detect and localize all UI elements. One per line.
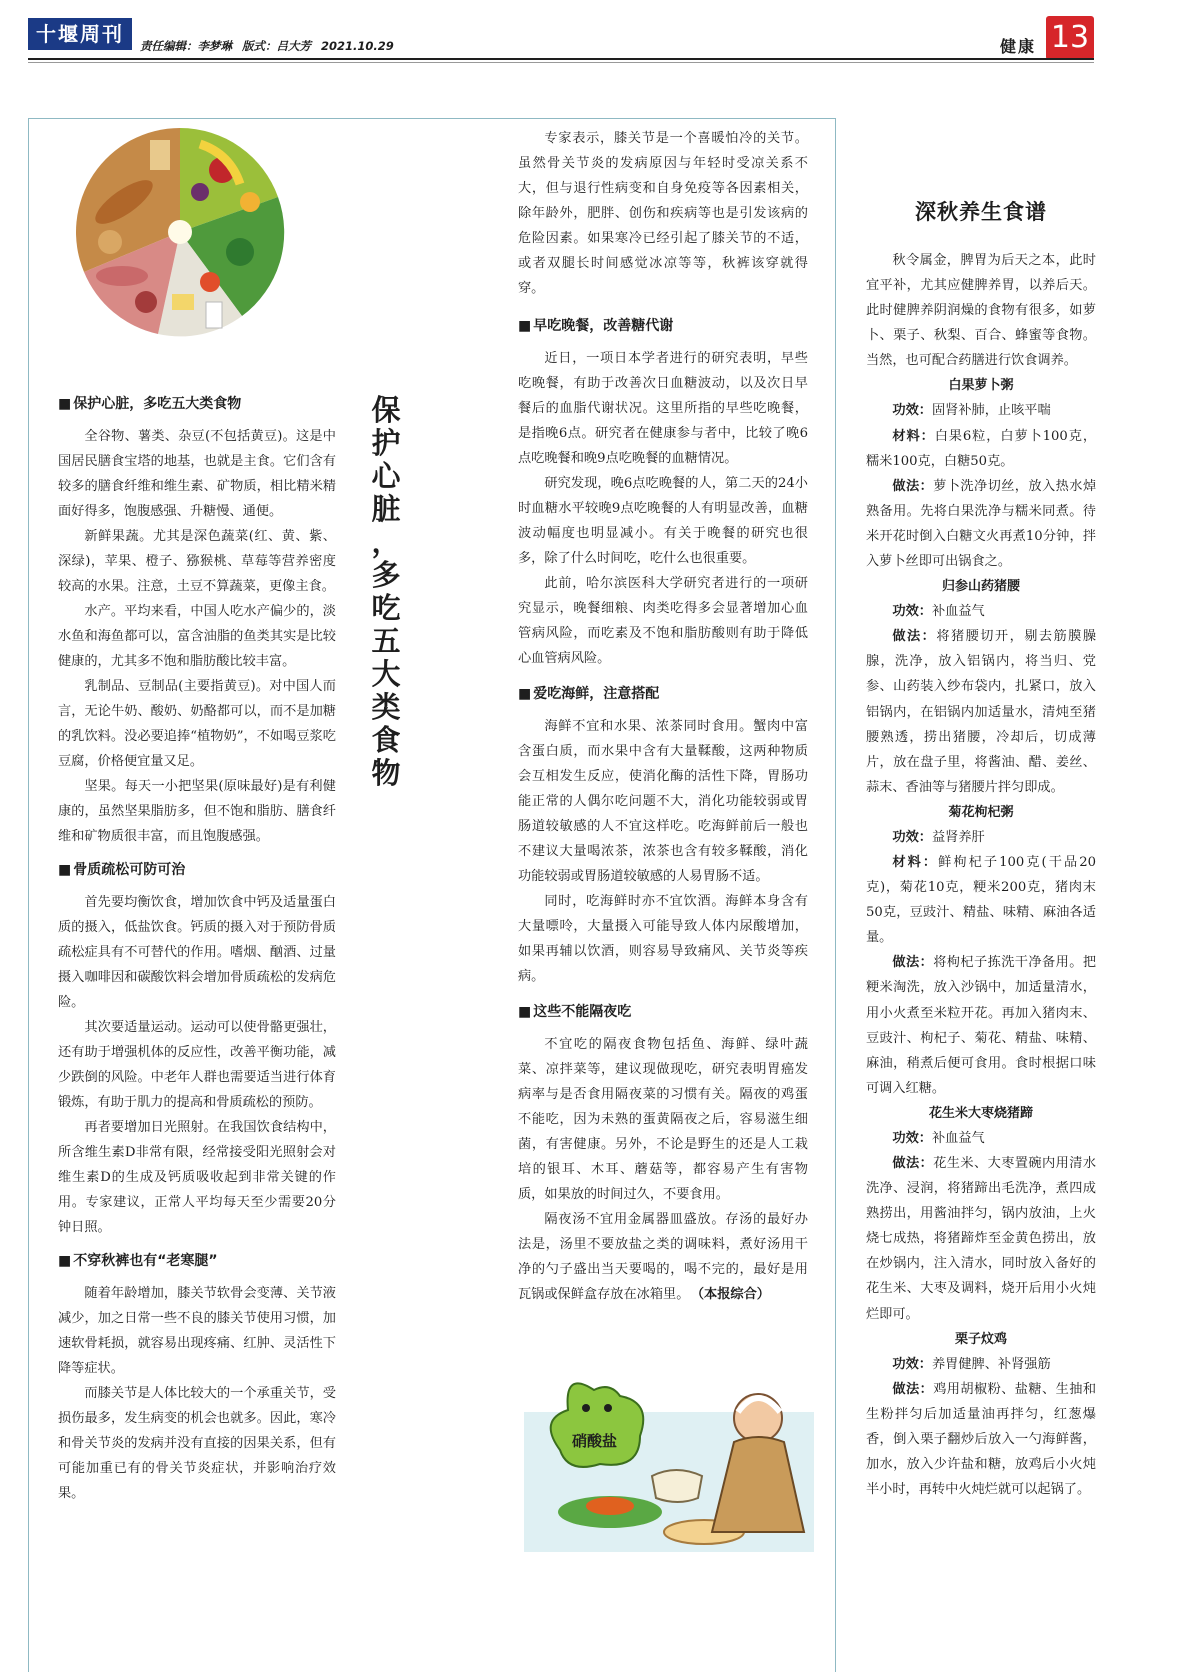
- paragraph: 此前，哈尔滨医科大学研究者进行的一项研究显示，晚餐细粮、肉类吃得多会显著增加心血管病风险，而吃素及不饱和脂肪酸则有助于降低心血管病风险。: [518, 576, 808, 666]
- editor-credit: [140, 38, 400, 54]
- paragraph: 全谷物、薯类、杂豆(不包括黄豆)。这是中国居民膳食宝塔的地基，也就是主食。它们含有较多的膳食纤维和维生素、矿物质，相比精米精面好得多，饱腹感强、升糖慢、通便。: [58, 429, 336, 519]
- page-number-badge: 13: [1046, 16, 1094, 60]
- left-column: [58, 384, 336, 1506]
- title-char: 多: [371, 558, 401, 592]
- broccoli-icon: [226, 238, 254, 266]
- title-char: 护: [371, 426, 401, 460]
- recipe-effect: [866, 599, 1096, 624]
- pasta-icon: [150, 140, 170, 170]
- method-label: 做法：: [892, 955, 934, 971]
- effect-text: 益肾养肝: [931, 829, 985, 845]
- middle-column: [518, 126, 808, 1307]
- milk-bottle-icon: [206, 302, 222, 328]
- main-title-vertical: [356, 394, 416, 790]
- pie-center: [168, 220, 192, 244]
- issue-date: 2021.10.29: [321, 39, 394, 53]
- recipe-name: 白果萝卜粥: [948, 378, 1014, 394]
- section-heading: ■ 早吃晚餐，改善糖代谢: [518, 315, 808, 337]
- section-heading: ■ 骨质疏松可防可治: [58, 859, 336, 881]
- recipe-column-title: 深秋养生食谱: [915, 199, 1047, 224]
- recipe-method: [866, 950, 1096, 1101]
- recipe-name: 归参山药猪腰: [941, 579, 1020, 595]
- cheese-icon: [172, 294, 194, 310]
- method-label: 做法：: [892, 629, 937, 645]
- method-text: 鸡用胡椒粉、盐糖、生抽和生粉拌匀后加适量油再拌匀，红葱爆香，倒入栗子翻炒后放入一勺海鲜酱，加水，放入少许盐和糖，放鸡后小火炖半小时，再转中火炖烂就可以起锅了。: [866, 1381, 1097, 1498]
- food-pie-illustration: [62, 126, 298, 338]
- paragraph: 水产。平均来看，中国人吃水产偏少的，淡水鱼和海鱼都可以，富含油脂的鱼类其实是比较健康的，尤其多不饱和脂肪酸比较丰富。: [58, 604, 336, 669]
- soup-bowl-icon: [652, 1470, 702, 1502]
- crab-icon: [586, 1497, 634, 1515]
- paragraph: 不宜吃的隔夜食物包括鱼、海鲜、绿叶蔬菜、凉拌菜等，建议现做现吃，研究表明胃癌发病率与是否食用隔夜菜的习惯有关。隔夜的鸡蛋不能吃，因为未熟的蛋黄隔夜之后，容易滋生细菌，有害健康。另外，不论是野生的还是人工栽培的银耳、木耳、蘑菇等，都容易产生有害物质，如果放的时间过久，不要食用。: [518, 1037, 808, 1202]
- recipe-method: [866, 1377, 1096, 1502]
- section-heading: ■ 不穿秋裤也有“老寒腿”: [58, 1250, 336, 1272]
- material-label: 材料：: [892, 854, 939, 870]
- recipe-effect: [866, 1352, 1096, 1377]
- recipe-method: [866, 624, 1096, 800]
- section-heading: ■ 保护心脏，多吃五大类食物: [58, 393, 336, 415]
- effect-label: 功效：: [892, 1356, 932, 1372]
- recipe-method: [866, 1151, 1096, 1327]
- roll-icon: [98, 230, 122, 254]
- newspaper-logo: 十堰周刊: [28, 18, 132, 50]
- title-char: 吃: [371, 591, 401, 625]
- recipe-material: [866, 850, 1096, 950]
- paragraph: 海鲜不宜和水果、浓茶同时食用。蟹肉中富含蛋白质，而水果中含有大量鞣酸，这两种物质会互相发生反应，使消化酶的活性下降，胃肠功能正常的人偶尔吃问题不大，消化功能较弱或胃肠道较敏感的人不宜这样吃。吃海鲜前后一般也不建议大量喝浓茶，浓茶也含有较多鞣酸，消化功能较弱或胃肠道较敏感的人易胃肠不适。: [518, 719, 808, 884]
- recipe-name: 菊花枸杞粥: [948, 804, 1014, 820]
- effect-label: 功效：: [892, 1130, 932, 1146]
- paragraph: 近日，一项日本学者进行的研究表明，早些吃晚餐，有助于改善次日血糖波动，以及次日早餐后的血脂代谢状况。这里所指的早些吃晚餐，是指晚6点。研究者在健康参与者中，比较了晚6点吃晚餐和晚9点吃晚餐的血糖情况。: [518, 351, 808, 466]
- paragraph: 而膝关节是人体比较大的一个承重关节，受损伤最多，发生病变的机会也就多。因此，寒冷和骨关节炎的发病并没有直接的因果关系，但有可能加重已有的骨关节炎症状，并影响治疗效果。: [58, 1386, 336, 1501]
- recipe-material: [866, 424, 1096, 474]
- effect-text: 补血益气: [931, 604, 985, 620]
- effect-label: 功效：: [892, 403, 932, 419]
- title-char: 大: [371, 657, 401, 691]
- paragraph: [518, 1207, 808, 1307]
- paragraph: 乳制品、豆制品(主要指黄豆)。对中国人而言，无论牛奶、酸奶、奶酪都可以，而不是加糖的乳饮料。没必要追捧“植物奶”，不如喝豆浆吃豆腐，价格便宜量又足。: [58, 679, 336, 769]
- effect-text: 养胃健脾、补肾强筋: [931, 1356, 1051, 1372]
- effect-text: 补血益气: [931, 1130, 985, 1146]
- material-text: 鲜枸杞子100克(干品20克)，菊花10克，粳米200克，猪肉末50克，豆豉汁、精盐、味精、麻油各适量。: [866, 854, 1096, 946]
- paragraph-text: 隔夜汤不宜用金属器皿盛放。存汤的最好办法是，汤里不要放盐之类的调味料，煮好汤用干净的勺子盛出当天要喝的，喝不完的，最好是用瓦锅或保鲜盒存放在冰箱里。: [518, 1212, 808, 1302]
- effect-text: 固肾补肺，止咳平喘: [931, 403, 1051, 419]
- cartoon-illustration: [524, 1372, 814, 1552]
- section-name: 健康: [1000, 37, 1037, 56]
- monster-eye-icon: [604, 1404, 612, 1412]
- paragraph: 坚果。每天一小把坚果(原味最好)是有利健康的，虽然坚果脂肪多，但不饱和脂肪、膳食纤维和矿物质很丰富，而且饱腹感强。: [58, 779, 336, 844]
- recipe-column: [866, 248, 1096, 1502]
- paragraph: 其次要适量运动。运动可以使骨骼更强壮，还有助于增强机体的反应性，改善平衡功能，减少跌倒的风险。中老年人群也需要适当进行体育锻炼，有助于肌力的提高和骨质疏松的预防。: [58, 1020, 336, 1110]
- effect-label: 功效：: [892, 829, 932, 845]
- paragraph: 首先要均衡饮食，增加饮食中钙及适量蛋白质的摄入，低盐饮食。钙质的摄入对于预防骨质疏松症具有不可替代的作用。嗜烟、酗酒、过量摄入咖啡因和碳酸饮料会增加骨质疏松的发病危险。: [58, 895, 336, 1010]
- orange-icon: [240, 192, 260, 212]
- editor-name: 责任编辑：李梦琳: [140, 39, 232, 53]
- recipe-effect: [866, 1126, 1096, 1151]
- paragraph: 同时，吃海鲜时亦不宜饮酒。海鲜本身含有大量嘌呤，大量摄入可能导致人体内尿酸增加，如果再辅以饮酒，则容易导致痛风、关节炎等疾病。: [518, 894, 808, 984]
- material-text: 白果6粒，白萝卜100克，糯米100克，白糖50克。: [866, 428, 1097, 469]
- title-char: 物: [371, 756, 401, 790]
- old-man-head-icon: [734, 1394, 782, 1442]
- layout-name: 版式：吕大芳: [242, 39, 312, 53]
- recipe-effect: [866, 398, 1096, 423]
- paragraph: 新鲜果蔬。尤其是深色蔬菜(红、黄、紫、深绿)，苹果、橙子、猕猴桃、草莓等营养密度较高的水果。注意，土豆不算蔬菜，更像主食。: [58, 529, 336, 594]
- method-text: 将猪腰切开，剔去筋膜臊腺，洗净，放入铝锅内，将当归、党参、山药装入纱布袋内，扎紧口，放入铝锅内，在铝锅内加适量水，清炖至猪腰熟透，捞出猪腰，冷却后，切成薄片，放在盘子里，将酱油、醋、姜丝、蒜末、香油等与猪腰片拌匀即成。: [866, 629, 1097, 795]
- method-text: 将枸杞子拣洗干净备用。把粳米淘洗，放入沙锅中，加适量清水，用小火煮至米粒开花。再加入猪肉末、豆豉汁、枸杞子、菊花、精盐、味精、麻油，稍煮后便可食用。食时根据口味可调入红糖。: [866, 955, 1097, 1096]
- paragraph: 研究发现，晚6点吃晚餐的人，第二天的24小时血糖水平较晚9点吃晚餐的人有明显改善，血糖波动幅度也明显减小。有关于晚餐的研究也很多，除了什么时间吃，吃什么也很重要。: [518, 476, 808, 566]
- material-label: 材料：: [892, 428, 935, 444]
- paragraph: 随着年龄增加，膝关节软骨会变薄、关节液减少，加之日常一些不良的膝关节使用习惯，加速软骨耗损，就容易出现疼痛、红肿、灵活性下降等症状。: [58, 1286, 336, 1376]
- method-label: 做法：: [892, 478, 934, 494]
- recipe-intro: 秋令属金，脾胃为后天之本，此时宜平补，尤其应健脾养胃，以养后天。此时健脾养阴润燥的食物有很多，如萝卜、栗子、秋梨、百合、蜂蜜等食物。当然，也可配合药膳进行饮食调养。: [866, 253, 1096, 369]
- title-char: 食: [371, 723, 401, 757]
- section-heading: ■ 这些不能隔夜吃: [518, 1001, 808, 1023]
- recipe-name: 栗子炆鸡: [954, 1331, 1007, 1347]
- grape-icon: [191, 183, 209, 201]
- recipe-effect: [866, 825, 1096, 850]
- effect-label: 功效：: [892, 604, 932, 620]
- title-char: 脏: [371, 492, 401, 526]
- nitrite-monster-icon: [551, 1383, 644, 1467]
- recipe-method: [866, 474, 1096, 574]
- title-char: ，: [371, 525, 401, 559]
- method-label: 做法：: [892, 1156, 934, 1171]
- paragraph: 专家表示，膝关节是一个喜暖怕冷的关节。虽然骨关节炎的发病原因与年轻时受凉关系不大，但与退行性病变和自身免疫等各因素相关，除年龄外，肥胖、创伤和疾病等也是引发该病的危险因素。如果寒冷已经引起了膝关节的不适，或者双腿长时间感觉冰凉等等，秋裤该穿就得穿。: [518, 131, 808, 296]
- title-char: 保: [371, 393, 401, 427]
- monster-eye-icon: [582, 1404, 590, 1412]
- paragraph: 再者要增加日光照射。在我国饮食结构中，所含维生素D非常有限，经常接受阳光照射会对维生素D的生成及钙质吸收起到非常关键的作用。专家建议，正常人平均每天至少需要20分钟日照。: [58, 1120, 336, 1235]
- recipe-name: 花生米大枣烧猪蹄: [928, 1105, 1033, 1121]
- title-char: 五: [371, 624, 401, 658]
- tomato-icon: [200, 272, 220, 292]
- fish-icon: [96, 266, 148, 286]
- title-char: 心: [371, 459, 401, 493]
- header-rule: [28, 58, 1094, 60]
- section-heading: ■ 爱吃海鲜，注意搭配: [518, 683, 808, 705]
- nitrite-label: 硝酸盐: [572, 1432, 618, 1450]
- header-rule-thin: [28, 62, 1094, 63]
- method-label: 做法：: [892, 1381, 934, 1397]
- method-text: 萝卜洗净切丝，放入热水焯熟备用。先将白果洗净与糯米同煮。待米开花时倒入白糖文火再煮10分钟，拌入萝卜丝即可出锅食之。: [866, 478, 1097, 570]
- meat-icon: [135, 291, 157, 313]
- method-text: 花生米、大枣置碗内用清水洗净、浸润，将猪蹄出毛洗净，煮四成熟捞出，用酱油拌匀，锅内放油，上火烧七成热，将猪蹄炸至金黄色捞出，放在炒锅内，注入清水，同时放入备好的花生米、大枣及调料，烧开后用小火炖烂即可。: [866, 1156, 1097, 1322]
- title-char: 类: [371, 690, 401, 724]
- source-note: （本报综合）: [697, 1287, 770, 1302]
